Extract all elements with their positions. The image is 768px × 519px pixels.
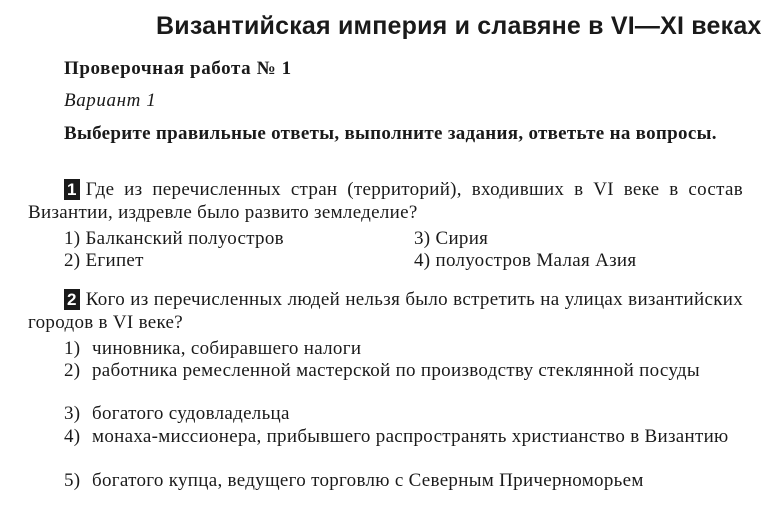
answer-number: 5) [64, 470, 81, 491]
answer-text: богатого купца, ведущего торговлю с Северным Причерноморьем [92, 470, 644, 491]
q1-option: 1) Балканский полуостров [64, 228, 284, 249]
q2-answer [64, 360, 743, 381]
question-1 [28, 178, 743, 224]
q1-option: 3) Сирия [414, 228, 489, 249]
page-title: Византийская империя и славяне в VI—XI веках [156, 12, 762, 40]
question-2 [28, 288, 743, 334]
answer-text: монаха-миссионера, прибывшего распространять христианство в Византию [92, 426, 729, 447]
answer-text: богатого судовладельца [92, 403, 290, 424]
question-number-badge: 1 [64, 179, 80, 200]
q1-option: 2) Египет [64, 250, 144, 271]
answer-text: работника ремесленной мастерской по производству стеклянной посуды [92, 360, 700, 381]
q2-answer [64, 338, 743, 359]
question-text: Где из перечисленных стран (территорий), входивших в VI веке в состав Византии, издревле было развито земледелие? [28, 179, 743, 223]
answer-number: 1) [64, 338, 81, 359]
q1-option: 4) полуостров Малая Азия [414, 250, 637, 271]
answer-number: 2) [64, 360, 81, 381]
test-subtitle: Проверочная работа № 1 [64, 58, 292, 79]
answer-text: чиновника, собиравшего налоги [92, 338, 362, 359]
question-number-badge: 2 [64, 289, 80, 310]
answer-number: 4) [64, 426, 81, 447]
q2-answer [64, 426, 743, 447]
q2-answer [64, 470, 743, 491]
question-text: Кого из перечисленных людей нельзя было встретить на улицах византийских городов в VI веке? [28, 289, 743, 333]
answer-number: 3) [64, 403, 81, 424]
variant-label: Вариант 1 [64, 90, 157, 111]
q2-answer [64, 403, 743, 424]
instructions: Выберите правильные ответы, выполните задания, ответьте на вопросы. [64, 123, 717, 144]
